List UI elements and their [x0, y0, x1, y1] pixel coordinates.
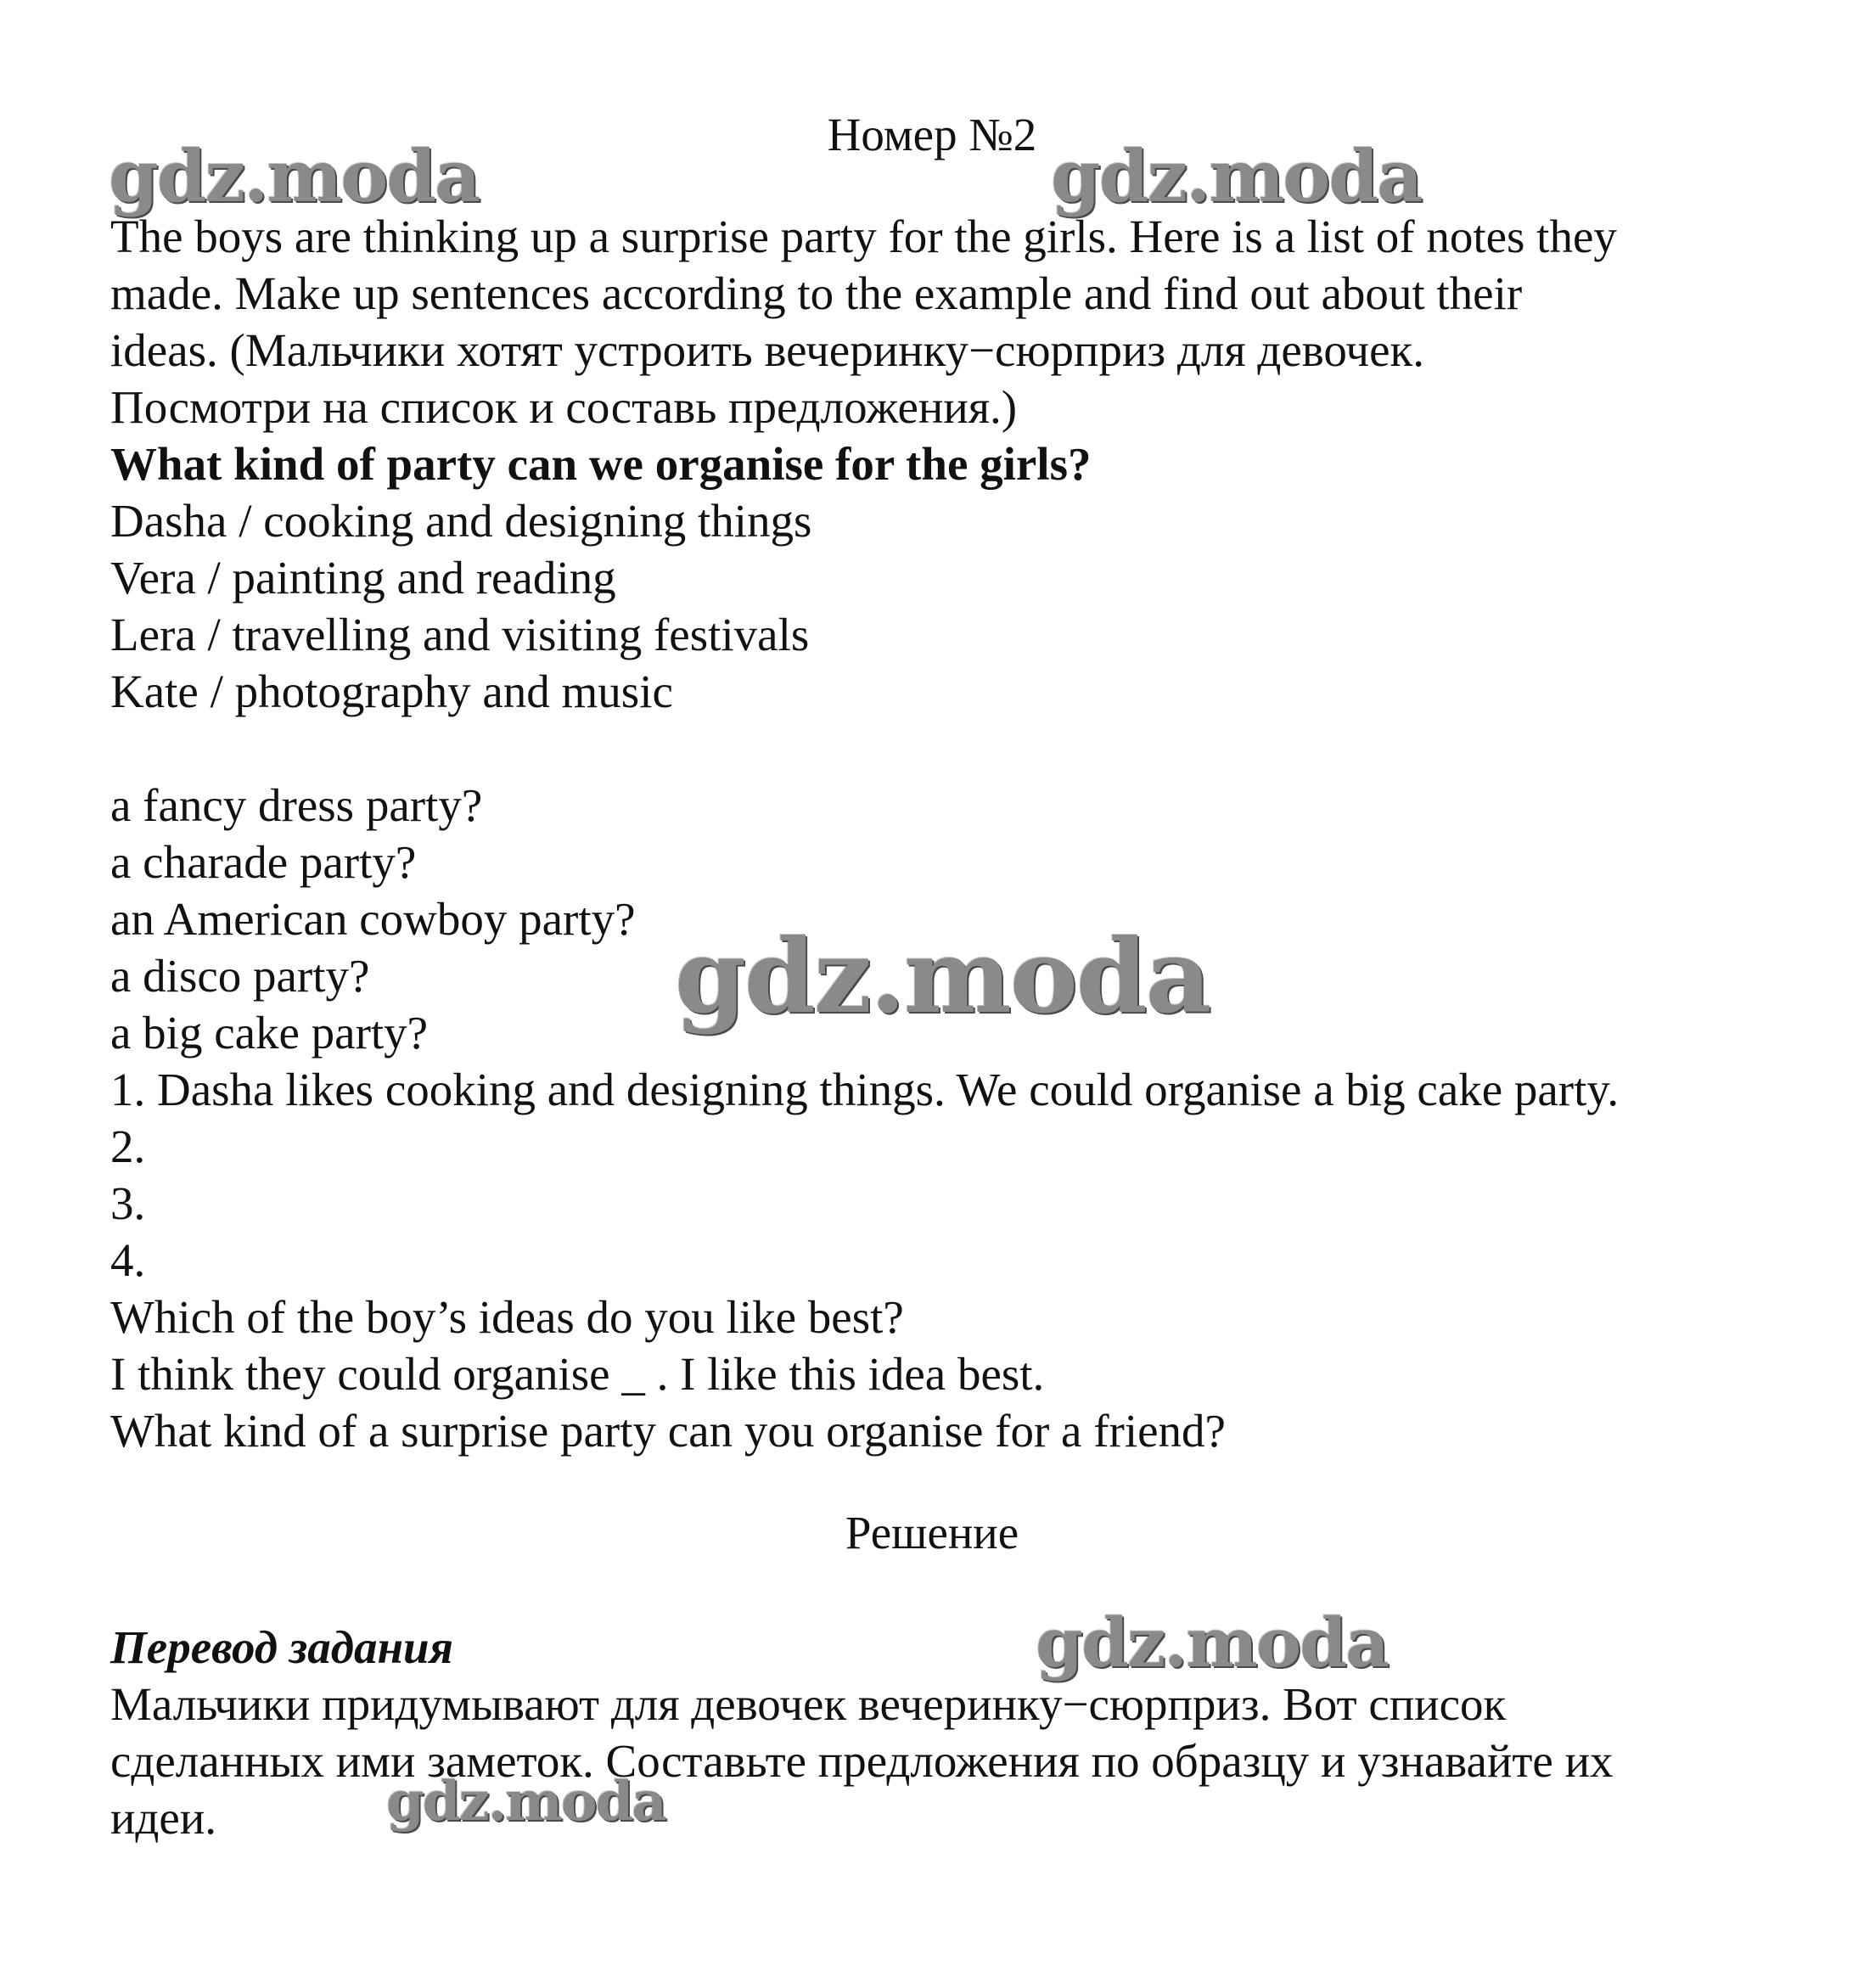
answer-line: 2. [110, 1120, 146, 1172]
party-option: a fancy dress party? [110, 779, 483, 831]
answer-line: 1. Dasha likes cooking and designing things. We could organise a big cake party. [110, 1064, 1620, 1115]
watermark-logo: gdz.moda [386, 1770, 665, 1834]
note-item: Vera / painting and reading [110, 552, 616, 604]
watermark-logo: gdz.moda [675, 917, 1210, 1036]
followup-line: Which of the boy’s ideas do you like best? [110, 1291, 904, 1343]
note-item: Lera / travelling and visiting festivals [110, 609, 810, 660]
intro-line: ideas. (Мальчики хотят устроить вечеринку−сюрприз для девочек. [110, 324, 1424, 376]
followup-line: What kind of a surprise party can you organise for a friend? [110, 1405, 1226, 1457]
translation-line: идеи. [110, 1792, 217, 1844]
intro-line: Посмотри на список и составь предложения.) [110, 381, 1018, 433]
translation-line: сделанных ими заметок. Составьте предложения по образцу и узнавайте их [110, 1735, 1614, 1787]
followup-line: I think they could organise _ . I like this idea best. [110, 1348, 1045, 1400]
note-item: Kate / photography and music [110, 665, 673, 717]
party-option: a big cake party? [110, 1007, 429, 1059]
note-item: Dasha / cooking and designing things [110, 495, 812, 547]
watermark-logo: gdz.moda [1051, 134, 1422, 218]
party-option: a disco party? [110, 950, 370, 1002]
task-question: What kind of party can we organise for the girls? [110, 438, 1092, 490]
party-option: a charade party? [110, 836, 417, 888]
intro-line: made. Make up sentences according to the example and find out about their [110, 267, 1523, 319]
translation-line: Мальчики придумывают для девочек вечеринку−сюрприз. Вот список [110, 1678, 1507, 1730]
answer-line: 3. [110, 1177, 146, 1229]
intro-line: The boys are thinking up a surprise party for the girls. Here is a list of notes they [110, 211, 1617, 262]
solution-heading: Решение [845, 1507, 1019, 1558]
translation-title: Перевод задания [110, 1621, 453, 1673]
page-title: Номер №2 [827, 109, 1037, 160]
watermark-logo: gdz.moda [109, 134, 480, 218]
watermark-logo: gdz.moda [1036, 1603, 1388, 1682]
party-option: an American cowboy party? [110, 893, 636, 945]
answer-line: 4. [110, 1234, 146, 1286]
